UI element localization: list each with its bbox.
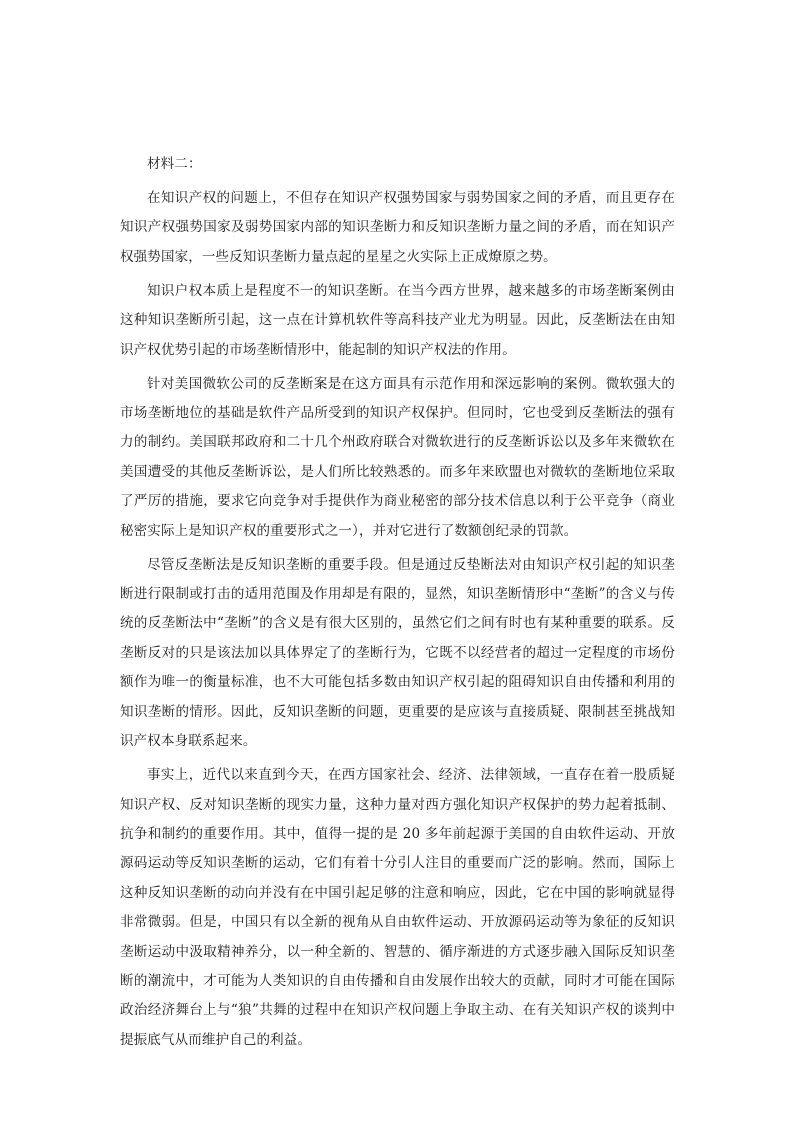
paragraph-4: 尽管反垄断法是反知识垄断的重要手段。但是通过反垫断法对由知识产权引起的知识垄断进行限制或打击的适用范围及作用却是有限的，显然，知识垄断情形中“垄断”的含义与传统的反垄断法中“垄断”的含义是有很大区别的，虽然它们之间有时也有某种重要的联系。反垄断反对的只是该法加以具体界定了的垄断行为，它既不以经营者的超过一定程度的市场份额作为唯一的衡量标准，也不大可能包括多数由知识产权引起的阻碍知识自由传播和利用的知识垄断的情形。因此，反知识垄断的问题，更重要的是应该与直接质疑、限制甚至挑战知识产权本身联系起来。	[120, 556, 675, 750]
paragraph-1: 在知识产权的问题上，不但存在知识产权强势国家与弱势国家之间的矛盾，而且更存在知识产权强势国家及弱势国家内部的知识垄断力和反知识垄断力量之间的矛盾，而在知识产权强势国家，一些反知识垄断力量点起的星星之火实际上正成燎原之势。	[120, 190, 675, 265]
paragraph-3: 针对美国微软公司的反垄断案是在这方面具有示范作用和深远影响的案例。微软强大的市场垄断地位的基础是软件产品所受到的知识产权保护。但同时，它也受到反垄断法的强有力的制约。美国联邦政府和二十几个州政府联合对微软进行的反垄断诉讼以及多年来微软在美国遭受的其他反垄断诉讼，是人们所比较熟悉的。而多年来欧盟也对微软的垄断地位采取了严厉的措施，要求它向竞争对手提供作为商业秘密的部分技术信息以利于公平竞争（商业秘密实际上是知识产权的重要形式之一），并对它进行了数额创纪录的罚款。	[120, 375, 675, 539]
paragraph-5: 事实上，近代以来直到今天，在西方国家社会、经济、法律领域，一直存在着一股质疑知识产权、反对知识垄断的现实力量，这种力量对西方强化知识产权保护的势力起着抵制、抗争和制约的重要作用。其中，值得一提的是 20 多年前起源于美国的自由软件运动、开放源码运动等反知识垄断的运动，它们有着十分引人注目的重要而广泛的影响。然而，国际上这种反知识垄断的动向并没有在中国引起足够的注意和响应，因此，它在中国的影响就显得非常微弱。但是，中国只有以全新的视角从自由软件运动、开放源码运动等为象征的反知识垄断运动中汲取精神养分，以一种全新的、智慧的、循序渐进的方式逐步融入国际反知识垄断的潮流中，才可能为人类知识的自由传播和自由发展作出较大的贡献，同时才可能在国际政治经济舞台上与“狼”共舞的过程中在知识产权问题上争取主动、在有关知识产权的谈判中提振底气从而维护自己的利益。	[120, 767, 675, 1048]
section-heading: 材料二：	[147, 156, 202, 172]
document-body	[120, 150, 675, 1060]
paragraph-2: 知识户权本质上是程度不一的知识垄断。在当今西方世界，越来越多的市场垄断案例由这种知识垄断所引起，这一点在计算机软件等高科技产业尤为明显。因此，反垄断法在由知识产权优势引起的市场垄断情形中，能起制的知识产权法的作用。	[120, 282, 675, 358]
